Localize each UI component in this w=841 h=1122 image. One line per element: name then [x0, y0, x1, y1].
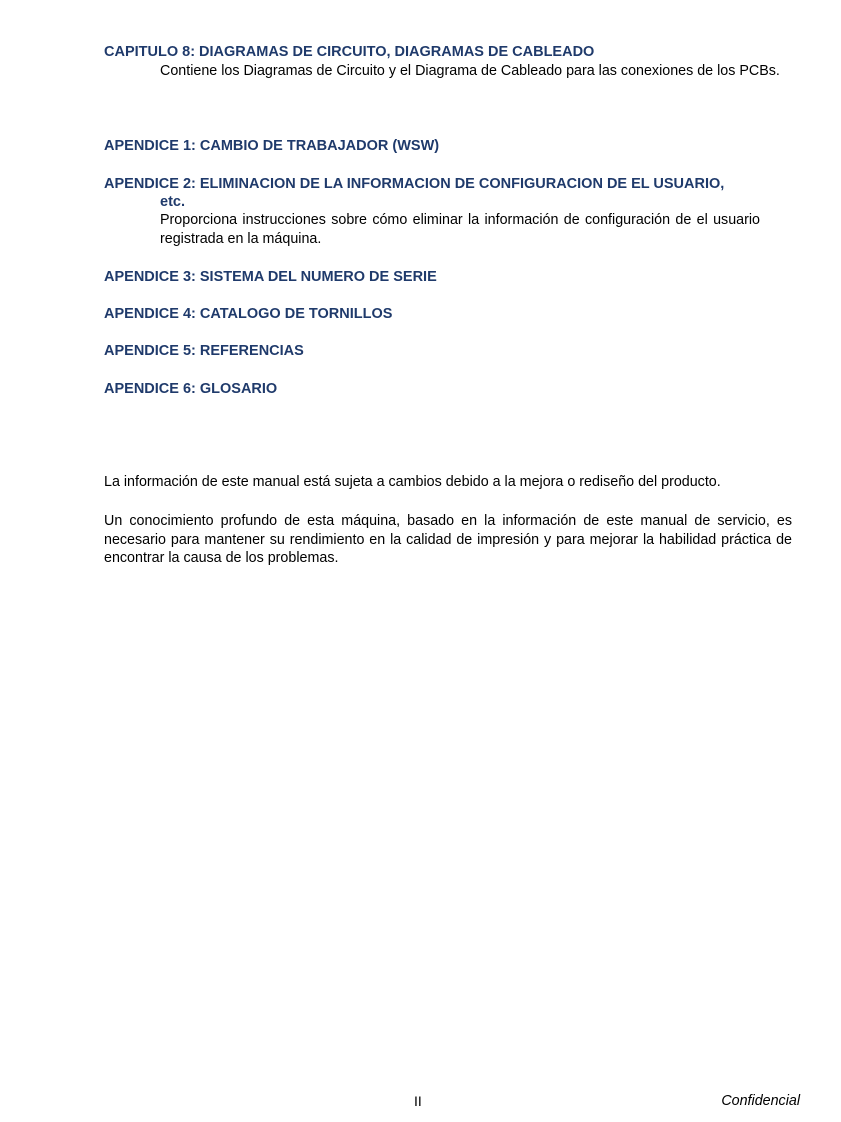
section-heading-apendice-4: APENDICE 4: CATALOGO DE TORNILLOS	[104, 306, 393, 322]
section-heading-apendice-5: APENDICE 5: REFERENCIAS	[104, 343, 304, 359]
note-paragraph-changes: La información de este manual está sujeta a cambios debido a la mejora o rediseño del producto.	[104, 474, 721, 490]
section-description-apendice-2: Proporciona instrucciones sobre cómo eliminar la información de configuración de el usuario registrada en la máquina.	[160, 212, 760, 247]
section-heading-apendice-2: APENDICE 2: ELIMINACION DE LA INFORMACION DE CONFIGURACION DE EL USUARIO,	[104, 176, 725, 192]
section-heading-apendice-6: APENDICE 6: GLOSARIO	[104, 381, 278, 397]
section-heading-apendice-1: APENDICE 1: CAMBIO DE TRABAJADOR (WSW)	[104, 138, 440, 154]
confidential-label: Confidencial	[721, 1093, 800, 1109]
section-description-capitulo-8: Contiene los Diagramas de Circuito y el Diagrama de Cableado para las conexiones de los PCBs.	[160, 63, 780, 79]
section-heading-apendice-2-continuation: etc.	[160, 194, 185, 210]
note-paragraph-knowledge: Un conocimiento profundo de esta máquina, basado en la información de este manual de servicio, es necesario para mantener su rendimiento en la calidad de impresión y para mejorar la habilidad práctica de encontrar la causa de los problemas.	[104, 513, 792, 566]
page-number: II	[414, 1093, 422, 1109]
section-heading-capitulo-8: CAPITULO 8: DIAGRAMAS DE CIRCUITO, DIAGRAMAS DE CABLEADO	[104, 44, 595, 60]
section-heading-apendice-3: APENDICE 3: SISTEMA DEL NUMERO DE SERIE	[104, 269, 437, 285]
